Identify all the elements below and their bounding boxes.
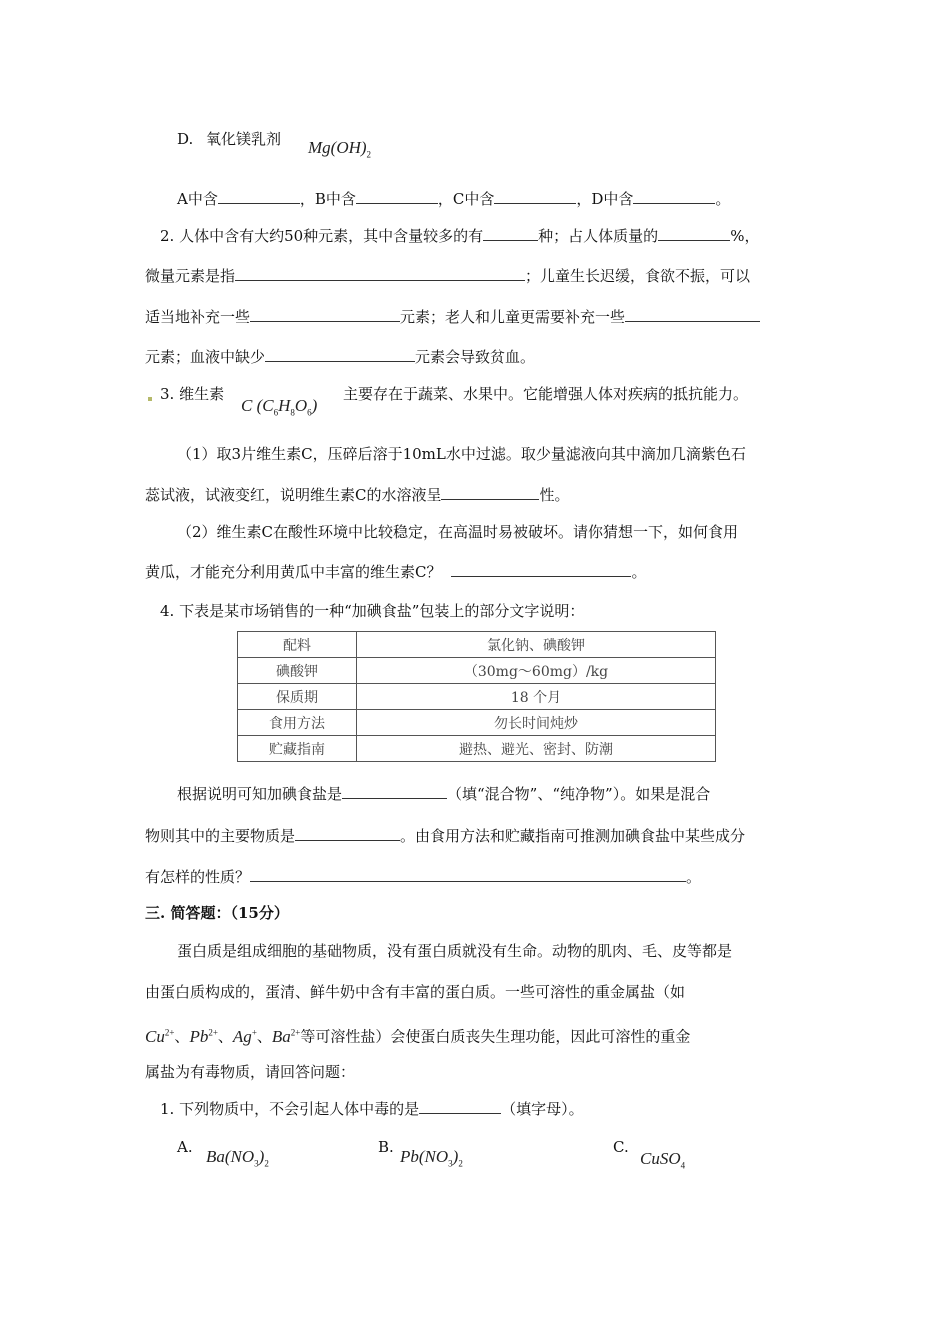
option-b-formula[interactable] xyxy=(400,1146,463,1174)
ion-base: Ag xyxy=(232,1026,252,1046)
separator: 、 xyxy=(256,1027,272,1046)
sec3-para-line1: 蛋白质是组成细胞的基础物质，没有蛋白质就没有生命。动物的肌肉、毛、皮等都是 xyxy=(177,942,733,960)
option-c-label: C. xyxy=(613,1138,629,1156)
fill-c-label: ，C中含 xyxy=(437,190,495,208)
q2-text: 适当地补充一些 xyxy=(145,308,251,326)
blank-q4-property[interactable] xyxy=(250,866,686,882)
blank-b[interactable] xyxy=(356,188,438,204)
ion-charge: + xyxy=(251,1027,257,1037)
q3-text: 性。 xyxy=(539,486,570,504)
table-cell-key: 碘酸钾 xyxy=(238,658,357,684)
ion-charge: 2+ xyxy=(164,1027,175,1037)
q3-p2-line1: （2）维生素C在酸性环境中比较稳定，在高温时易被破坏。请你猜想一下，如何食用 xyxy=(177,523,739,541)
table-cell-value: 18 个月 xyxy=(357,684,716,710)
q4-text: 根据说明可知加碘食盐是 xyxy=(177,785,343,803)
ion-ba xyxy=(272,1027,300,1046)
formula-h: H xyxy=(278,396,291,415)
ion-base: Cu xyxy=(145,1026,165,1046)
blank-q3-method[interactable] xyxy=(451,561,631,577)
q2-line3 xyxy=(145,306,760,328)
ion-ag xyxy=(233,1027,257,1046)
formula-c: C xyxy=(262,396,274,415)
q2-text: 种；占人体质量的 xyxy=(538,227,659,245)
q4-answer-line3 xyxy=(145,866,701,888)
sec3-para-line4: 属盐为有毒物质，请回答问题： xyxy=(145,1063,356,1081)
fill-a-label: A中含 xyxy=(177,190,218,208)
blank-q4-type[interactable] xyxy=(342,783,447,799)
ion-charge: 2+ xyxy=(290,1027,301,1037)
q4-text: 物则其中的主要物质是 xyxy=(145,827,296,845)
q3-text: 黄瓜，才能充分利用黄瓜中丰富的维生素C？ xyxy=(145,563,442,581)
table-row xyxy=(238,684,716,710)
blank-a[interactable] xyxy=(218,188,300,204)
q3-p2-line2 xyxy=(145,561,647,583)
blank-q2-percent[interactable] xyxy=(658,225,730,241)
formula-base: CuSO xyxy=(640,1149,681,1168)
formula-sub: 3 xyxy=(254,1158,259,1169)
q2-line1 xyxy=(160,225,759,247)
q2-text: 元素；血液中缺少 xyxy=(145,348,266,366)
formula-o: O xyxy=(294,396,308,415)
q1-text: 1. 下列物质中，不会引起人体中毒的是 xyxy=(160,1100,420,1118)
option-b-label: B. xyxy=(378,1138,394,1156)
separator: 、 xyxy=(217,1027,233,1046)
q2-text: 元素；老人和儿童更需要补充一些 xyxy=(400,308,626,326)
table-cell-key: 贮藏指南 xyxy=(238,736,357,762)
formula-sub: 6 xyxy=(307,407,312,418)
ion-cu xyxy=(145,1027,174,1046)
formula-close: ) xyxy=(258,1147,265,1166)
q3-text: 。 xyxy=(631,563,647,581)
fill-b-label: ，B中含 xyxy=(299,190,356,208)
formula-sub: 2 xyxy=(366,149,372,160)
q2-text: 2. 人体中含有大约50种元素，其中含量较多的有 xyxy=(160,227,484,245)
q3-p1-line1: （1）取3片维生素C，压碎后溶于10mL水中过滤。取少量滤液向其中滴加几滴紫色石 xyxy=(177,445,746,463)
formula-sub: 2 xyxy=(264,1158,269,1169)
blank-q2-element1[interactable] xyxy=(250,306,400,322)
q2-text: 微量元素是指 xyxy=(145,267,236,285)
margin-mark xyxy=(148,397,152,401)
sec3-text: 等可溶性盐）会使蛋白质丧失生理功能，因此可溶性的重金 xyxy=(300,1027,691,1046)
sec3-q1 xyxy=(160,1098,584,1120)
q2-line2 xyxy=(145,265,750,287)
blank-q2-count[interactable] xyxy=(483,225,538,241)
fill-d-label: ，D中含 xyxy=(576,190,634,208)
q4-text: （填“混合物”、“纯净物”）。如果是混合 xyxy=(447,785,711,803)
q2-line4 xyxy=(145,346,535,368)
table-cell-key: 配料 xyxy=(238,632,357,658)
table-row xyxy=(238,632,716,658)
q3-lead: 3. 维生素 xyxy=(160,385,225,403)
q4-text: 有怎样的性质？ xyxy=(145,868,251,886)
ion-pb xyxy=(189,1027,217,1046)
option-d xyxy=(177,128,281,150)
q4-intro: 4. 下表是某市场销售的一种“加碘食盐”包装上的部分文字说明： xyxy=(160,602,585,620)
q2-text: 元素会导致贫血。 xyxy=(415,348,536,366)
blank-q2-element3[interactable] xyxy=(265,346,415,362)
formula-sub: 8 xyxy=(290,407,295,418)
q4-answer-line2 xyxy=(145,825,745,847)
option-c-formula[interactable] xyxy=(640,1148,685,1176)
q1-text: （填字母）。 xyxy=(501,1100,584,1118)
table-cell-key: 保质期 xyxy=(238,684,357,710)
q2-text: ；儿童生长迟缓，食欲不振，可以 xyxy=(525,267,751,285)
q4-answer-line1 xyxy=(177,783,710,805)
blank-q2-trace[interactable] xyxy=(235,265,525,281)
formula-mg-oh2 xyxy=(308,137,371,165)
formula-base: Ba(NO xyxy=(206,1147,255,1166)
formula-base: Mg(OH) xyxy=(308,138,367,157)
blank-sec3-q1[interactable] xyxy=(419,1098,501,1114)
table-cell-value: 避热、避光、密封、防潮 xyxy=(357,736,716,762)
blank-c[interactable] xyxy=(494,188,576,204)
sec3-para-line3 xyxy=(145,1021,690,1048)
table-row xyxy=(238,710,716,736)
table-row xyxy=(238,658,716,684)
fill-line-abcd xyxy=(177,188,730,210)
table-cell-value: 氯化钠、碘酸钾 xyxy=(357,632,716,658)
q2-text: %， xyxy=(730,227,760,245)
table-cell-value: 勿长时间炖炒 xyxy=(357,710,716,736)
formula-close: ) xyxy=(452,1147,459,1166)
q4-text: 。由食用方法和贮藏指南可推测加碘食盐中某些成分 xyxy=(400,827,746,845)
table-cell-value: （30mg～60mg）/kg xyxy=(357,658,716,684)
fill-end: 。 xyxy=(715,190,731,208)
q4-text: 。 xyxy=(686,868,702,886)
ion-base: Ba xyxy=(271,1026,291,1046)
q3-p1-line2 xyxy=(145,484,570,506)
blank-q4-main[interactable] xyxy=(295,825,400,841)
blank-d[interactable] xyxy=(633,188,715,204)
option-a-label: A. xyxy=(177,1138,193,1156)
formula-c: C xyxy=(241,396,253,415)
formula-sub: 3 xyxy=(448,1158,453,1169)
table-row xyxy=(238,736,716,762)
ion-charge: 2+ xyxy=(208,1027,218,1037)
ion-base: Pb xyxy=(189,1026,209,1046)
blank-q3-acidity[interactable] xyxy=(441,484,539,500)
formula-sub: 6 xyxy=(273,407,279,418)
q3-rest: 主要存在于蔬菜、水果中。它能增强人体对疾病的抵抗能力。 xyxy=(343,385,749,403)
option-a-formula[interactable] xyxy=(206,1146,269,1174)
sec3-para-line2: 由蛋白质构成的，蛋清、鲜牛奶中含有丰富的蛋白质。一些可溶性的重金属盐（如 xyxy=(145,983,686,1001)
blank-q2-element2[interactable] xyxy=(625,306,760,322)
section-heading: 三. 简答题：（15分） xyxy=(145,904,289,922)
separator: 、 xyxy=(174,1027,190,1046)
option-d-label: D. xyxy=(177,130,194,148)
formula-sub: 4 xyxy=(680,1160,686,1171)
formula-vitamin-c: C $(C_6H_8O_6)$ xyxy=(241,396,318,418)
q3-text: 蕊试液，试液变红，说明维生素C的水溶液呈 xyxy=(145,486,442,504)
formula-base: Pb(NO xyxy=(400,1147,449,1166)
formula-sub: 2 xyxy=(458,1158,463,1169)
table-cell-key: 食用方法 xyxy=(238,710,357,736)
option-d-name: 氧化镁乳剂 xyxy=(206,130,282,148)
salt-label-table xyxy=(237,631,716,762)
